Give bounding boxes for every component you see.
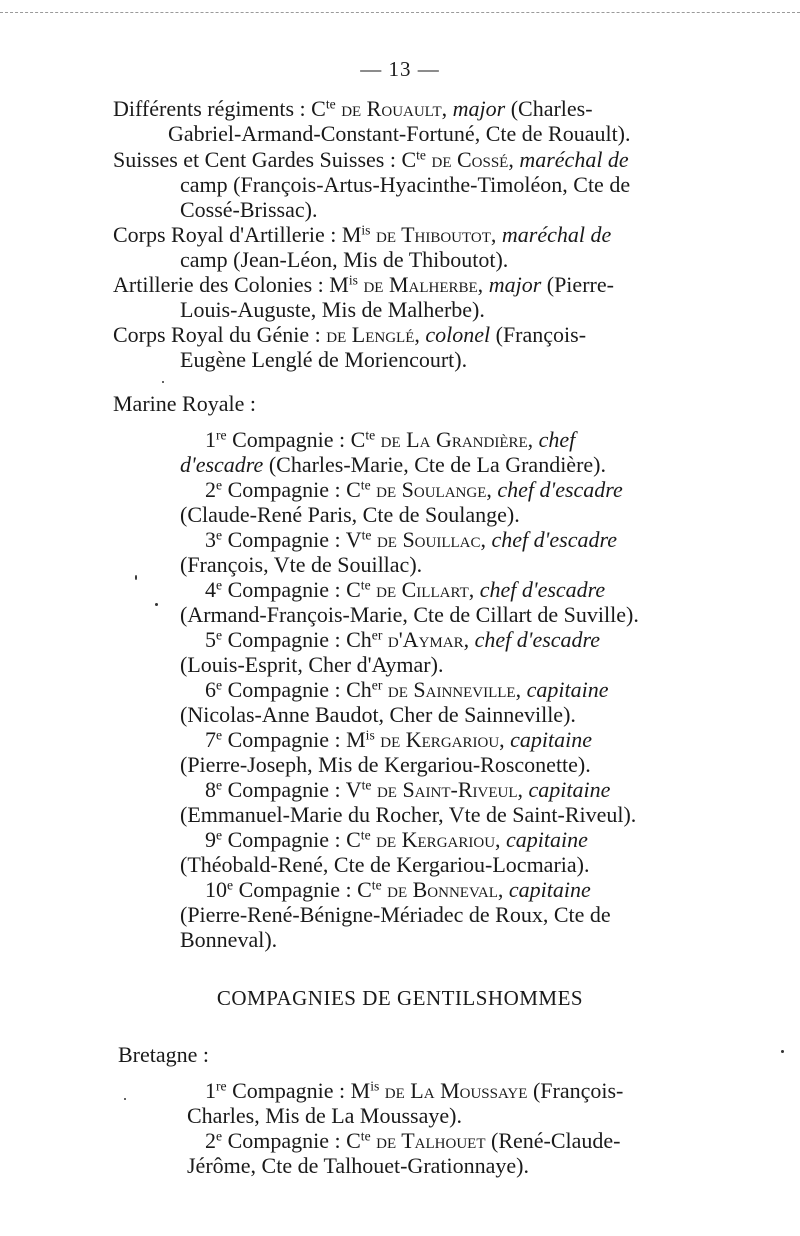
marine-company-detail: Bonneval). xyxy=(180,927,278,952)
marine-company: 1re Compagnie : $C^{te}$ de La Grandière, chef xyxy=(205,427,576,452)
scan-speck xyxy=(124,1098,126,1100)
bretagne-company-detail: Charles, Mis de La Moussaye). xyxy=(187,1103,462,1128)
bretagne-company: 2e Compagnie : $C^{te}$ de Talhouet (René-Claude- xyxy=(205,1128,621,1153)
scan-speck xyxy=(781,1050,784,1053)
scan-top-edge xyxy=(0,12,800,13)
regiment-entry: Artillerie des Colonies : $M^{is}$ de Malherbe, major (Pierre- xyxy=(113,272,614,297)
section-heading: COMPAGNIES DE GENTILSHOMMES xyxy=(216,986,584,1010)
scan-speck xyxy=(162,381,164,383)
scan-speck xyxy=(135,575,137,580)
marine-company-detail: d'escadre (Charles-Marie, Cte de La Grandière). xyxy=(180,452,606,477)
marine-company-detail: (Pierre-René-Bénigne-Mériadec de Roux, Cte de xyxy=(180,902,611,927)
marine-company-detail: (François, Vte de Souillac). xyxy=(180,552,423,577)
marine-company: 7e Compagnie : $M^{is}$ de Kergariou, capitaine xyxy=(205,727,593,752)
regiment-entry-continuation: Louis-Auguste, Mis de Malherbe). xyxy=(180,297,485,322)
regiment-entry: Différents régiments : $C^{te}$ de Rouault, major (Charles- xyxy=(113,96,593,121)
marine-company-detail: (Pierre-Joseph, Mis de Kergariou-Rosconette). xyxy=(180,752,591,777)
regiment-entry: Corps Royal d'Artillerie : $M^{is}$ de Thiboutot, maréchal de xyxy=(113,222,612,247)
regiment-entry-continuation: Cossé-Brissac). xyxy=(180,197,318,222)
marine-title: Marine Royale : xyxy=(113,391,256,416)
marine-company-detail: (Armand-François-Marie, Cte de Cillart de Suville). xyxy=(180,602,639,627)
scan-speck xyxy=(155,603,158,606)
bretagne-company-detail: Jérôme, Cte de Talhouet-Grationnaye). xyxy=(187,1153,529,1178)
marine-company-detail: (Claude-René Paris, Cte de Soulange). xyxy=(180,502,520,527)
marine-company-detail: (Emmanuel-Marie du Rocher, Vte de Saint-Riveul). xyxy=(180,802,637,827)
regiment-entry-continuation: Gabriel-Armand-Constant-Fortuné, Cte de Rouault). xyxy=(168,121,631,146)
marine-company: 9e Compagnie : $C^{te}$ de Kergariou, capitaine xyxy=(205,827,588,852)
regiment-entry-continuation: Eugène Lenglé de Moriencourt). xyxy=(180,347,468,372)
marine-company-detail: (Théobald-René, Cte de Kergariou-Locmaria). xyxy=(180,852,590,877)
bretagne-title: Bretagne : xyxy=(118,1042,210,1067)
regiment-entry: Suisses et Cent Gardes Suisses : $C^{te}$ de Cossé, maréchal de xyxy=(113,147,629,172)
regiment-entry: Corps Royal du Génie : de Lenglé, colonel (François- xyxy=(113,322,587,347)
regiment-entry-continuation: camp (François-Artus-Hyacinthe-Timoléon, Cte de xyxy=(180,172,631,197)
marine-company: 8e Compagnie : $V^{te}$ de Saint-Riveul, capitaine xyxy=(205,777,611,802)
regiment-entry-continuation: camp (Jean-Léon, Mis de Thiboutot). xyxy=(180,247,509,272)
marine-company: 2e Compagnie : $C^{te}$ de Soulange, chef d'escadre xyxy=(205,477,623,502)
marine-company: 3e Compagnie : $V^{te}$ de Souillac, chef d'escadre xyxy=(205,527,617,552)
marine-company-detail: (Louis-Esprit, Cher d'Aymar). xyxy=(180,652,444,677)
marine-company: 6e Compagnie : $Ch^{er}$ de Sainneville, capitaine xyxy=(205,677,609,702)
marine-company-detail: (Nicolas-Anne Baudot, Cher de Sainneville). xyxy=(180,702,576,727)
bretagne-company: 1re Compagnie : $M^{is}$ de La Moussaye (François- xyxy=(205,1078,624,1103)
page-number: — 13 — xyxy=(360,57,440,81)
marine-company: 10e Compagnie : $C^{te}$ de Bonneval, capitaine xyxy=(205,877,591,902)
marine-company: 4e Compagnie : $C^{te}$ de Cillart, chef d'escadre xyxy=(205,577,606,602)
marine-company: 5e Compagnie : $Ch^{er}$ d'Aymar, chef d'escadre xyxy=(205,627,601,652)
